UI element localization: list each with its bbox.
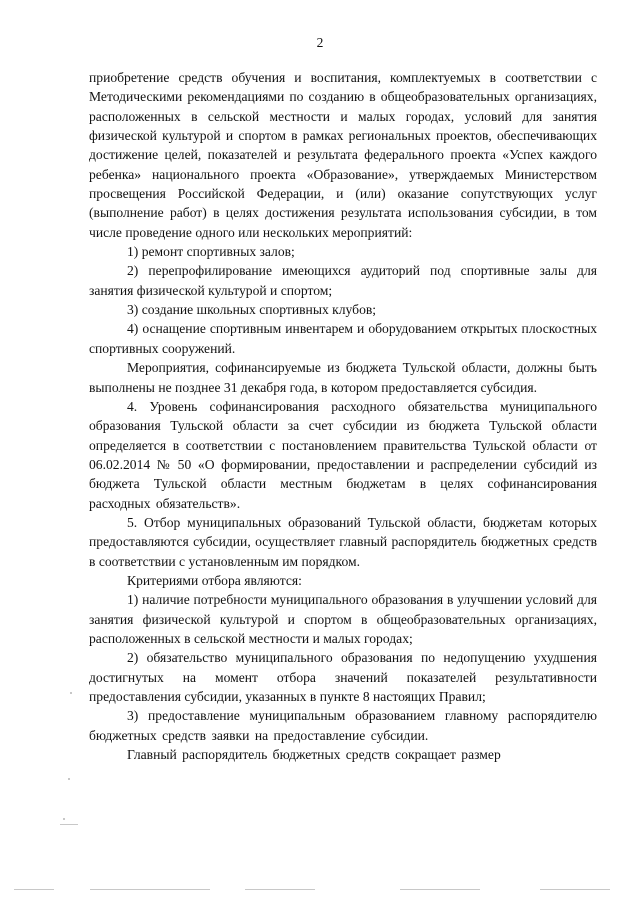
scan-artifact-dot: [63, 818, 65, 820]
scan-artifact-line: [14, 889, 54, 890]
scan-artifact-dot: [70, 692, 72, 694]
scan-artifact-line: [90, 889, 210, 890]
paragraph-criterion-1: 1) наличие потребности муниципального образования в улучшении условий для занятия физической культурой и спортом в общеобразовательных организациях, расположенных в сельской местности и малых городах;: [89, 592, 597, 646]
paragraph-item-4: 4) оснащение спортивным инвентарем и оборудованием открытых плоскостных спортивных сооружений.: [89, 321, 597, 356]
paragraph-clause-5: 5. Отбор муниципальных образований Тульской области, бюджетам которых предоставляются субсидии, осуществляет главный распорядитель бюджетных средств в соответствии с установленным им порядком.: [89, 514, 597, 569]
paragraph-item-2: 2) перепрофилирование имеющихся аудиторий под спортивные залы для занятия физической культурой и спортом;: [89, 263, 597, 298]
paragraph-closing: Главный распорядитель бюджетных средств сокращает размер: [127, 747, 501, 763]
scan-artifact-line: [540, 889, 610, 890]
document-body: [89, 68, 597, 764]
paragraph-criteria-heading: Критериями отбора являются:: [127, 572, 302, 588]
scan-artifact-line: [245, 889, 315, 890]
paragraph-intro: приобретение средств обучения и воспитания, комплектуемых в соответствии с Методическими рекомендациями по созданию в общеобразовательных организациях, расположенных в сельской местности и малых городах, условий для занятия физической культурой и спортом в рамках региональных проектов, обеспечивающих достижение целей, показателей и результата федерального проекта «Успех каждого ребенка» национального проекта «Образование», утверждаемых Министерством просвещения Российской Федерации, и (или) оказание сопутствующих услуг (выполнение работ) в целях достижения результата использования субсидии, в том числе проведение одного или нескольких мероприятий:: [89, 70, 597, 240]
scan-artifact-line: [400, 889, 480, 890]
paragraph-criterion-3: 3) предоставление муниципальным образованием главному распорядителю бюджетных средств заявки на предоставление субсидии.: [89, 708, 597, 743]
paragraph-item-3: 3) создание школьных спортивных клубов;: [127, 302, 377, 318]
paragraph-deadline: Мероприятия, софинансируемые из бюджета Тульской области, должны быть выполнены не позднее 31 декабря года, в котором предоставляется субсидия.: [89, 360, 597, 395]
scan-artifact-line: [60, 824, 78, 825]
paragraph-item-1: 1) ремонт спортивных залов;: [127, 244, 295, 260]
page-number: 2: [316, 35, 324, 50]
paragraph-criterion-2: 2) обязательство муниципального образования по недопущению ухудшения достигнутых на момент отбора значений показателей результативности предоставления субсидии, указанных в пункте 8 настоящих Правил;: [89, 650, 597, 704]
paragraph-clause-4: 4. Уровень софинансирования расходного обязательства муниципального образования Тульской области за счет субсидии из бюджета Тульской области определяется в соответствии с постановлением правительства Тульской области от 06.02.2014 № 50 «О формировании, предоставлении и распределении субсидий из бюджета Тульской области местным бюджетам в целях софинансирования расходных обязательств».: [89, 398, 597, 511]
scan-artifact-dot: [68, 778, 70, 780]
